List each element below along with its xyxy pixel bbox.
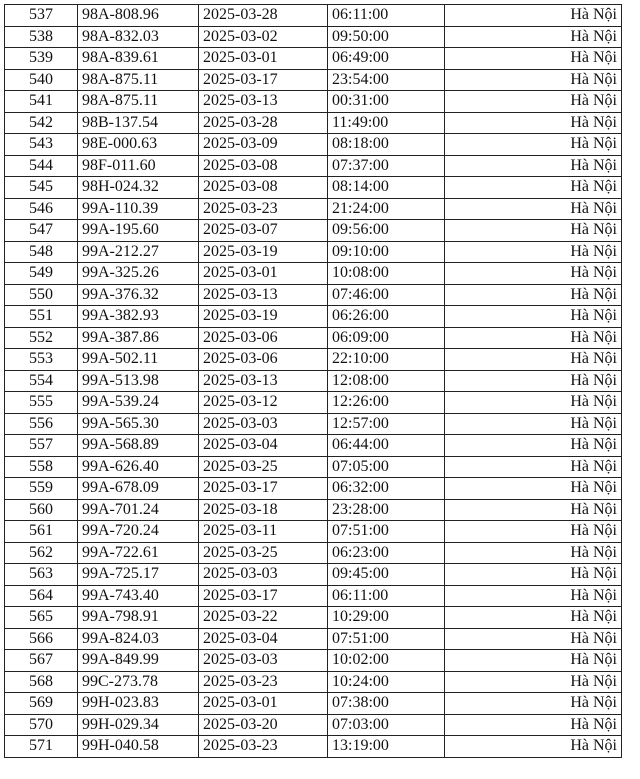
license-plate: 99A-743.40 bbox=[78, 585, 199, 607]
row-number: 546 bbox=[5, 198, 78, 220]
license-plate: 98H-024.32 bbox=[78, 177, 199, 199]
violation-date: 2025-03-03 bbox=[199, 413, 328, 435]
violation-date: 2025-03-25 bbox=[199, 456, 328, 478]
license-plate: 99A-539.24 bbox=[78, 392, 199, 414]
violation-date: 2025-03-28 bbox=[199, 5, 328, 27]
violation-date: 2025-03-12 bbox=[199, 392, 328, 414]
location: Hà Nội bbox=[445, 671, 622, 693]
table-row bbox=[5, 628, 622, 650]
violation-date: 2025-03-01 bbox=[199, 693, 328, 715]
violation-date: 2025-03-08 bbox=[199, 177, 328, 199]
violation-time: 22:10:00 bbox=[328, 349, 445, 371]
table-row bbox=[5, 456, 622, 478]
license-plate: 99A-626.40 bbox=[78, 456, 199, 478]
violation-date: 2025-03-04 bbox=[199, 628, 328, 650]
license-plate: 99A-678.09 bbox=[78, 478, 199, 500]
location: Hà Nội bbox=[445, 521, 622, 543]
location: Hà Nội bbox=[445, 155, 622, 177]
row-number: 564 bbox=[5, 585, 78, 607]
violation-time: 08:14:00 bbox=[328, 177, 445, 199]
table-row bbox=[5, 306, 622, 328]
license-plate: 99A-502.11 bbox=[78, 349, 199, 371]
violation-date: 2025-03-28 bbox=[199, 112, 328, 134]
location: Hà Nội bbox=[445, 134, 622, 156]
table-row bbox=[5, 650, 622, 672]
row-number: 557 bbox=[5, 435, 78, 457]
table-row bbox=[5, 284, 622, 306]
violation-time: 10:24:00 bbox=[328, 671, 445, 693]
row-number: 549 bbox=[5, 263, 78, 285]
location: Hà Nội bbox=[445, 241, 622, 263]
row-number: 558 bbox=[5, 456, 78, 478]
violation-time: 07:03:00 bbox=[328, 714, 445, 736]
license-plate: 99A-212.27 bbox=[78, 241, 199, 263]
violation-time: 07:05:00 bbox=[328, 456, 445, 478]
table-row bbox=[5, 69, 622, 91]
license-plate: 99A-568.89 bbox=[78, 435, 199, 457]
violation-date: 2025-03-20 bbox=[199, 714, 328, 736]
table-row bbox=[5, 220, 622, 242]
violation-time: 12:26:00 bbox=[328, 392, 445, 414]
location: Hà Nội bbox=[445, 478, 622, 500]
location: Hà Nội bbox=[445, 693, 622, 715]
license-plate: 99A-849.99 bbox=[78, 650, 199, 672]
violation-date: 2025-03-17 bbox=[199, 478, 328, 500]
row-number: 569 bbox=[5, 693, 78, 715]
license-plate: 99A-701.24 bbox=[78, 499, 199, 521]
location: Hà Nội bbox=[445, 349, 622, 371]
license-plate: 99H-023.83 bbox=[78, 693, 199, 715]
violation-date: 2025-03-01 bbox=[199, 263, 328, 285]
location: Hà Nội bbox=[445, 69, 622, 91]
violation-date: 2025-03-06 bbox=[199, 349, 328, 371]
location: Hà Nội bbox=[445, 327, 622, 349]
location: Hà Nội bbox=[445, 112, 622, 134]
violation-time: 06:09:00 bbox=[328, 327, 445, 349]
row-number: 570 bbox=[5, 714, 78, 736]
violation-date: 2025-03-08 bbox=[199, 155, 328, 177]
row-number: 563 bbox=[5, 564, 78, 586]
violation-time: 07:38:00 bbox=[328, 693, 445, 715]
license-plate: 99C-273.78 bbox=[78, 671, 199, 693]
license-plate: 99A-195.60 bbox=[78, 220, 199, 242]
violations-table bbox=[4, 4, 622, 758]
table-row bbox=[5, 91, 622, 113]
violation-date: 2025-03-13 bbox=[199, 91, 328, 113]
violation-date: 2025-03-13 bbox=[199, 284, 328, 306]
table-row bbox=[5, 263, 622, 285]
table-row bbox=[5, 714, 622, 736]
row-number: 543 bbox=[5, 134, 78, 156]
table-row bbox=[5, 112, 622, 134]
violation-date: 2025-03-04 bbox=[199, 435, 328, 457]
location: Hà Nội bbox=[445, 48, 622, 70]
table-row bbox=[5, 585, 622, 607]
license-plate: 99A-565.30 bbox=[78, 413, 199, 435]
license-plate: 99A-376.32 bbox=[78, 284, 199, 306]
row-number: 537 bbox=[5, 5, 78, 27]
license-plate: 98A-875.11 bbox=[78, 69, 199, 91]
violation-time: 07:46:00 bbox=[328, 284, 445, 306]
license-plate: 99A-824.03 bbox=[78, 628, 199, 650]
violation-time: 23:28:00 bbox=[328, 499, 445, 521]
table-row bbox=[5, 349, 622, 371]
license-plate: 99A-720.24 bbox=[78, 521, 199, 543]
row-number: 551 bbox=[5, 306, 78, 328]
violation-date: 2025-03-11 bbox=[199, 521, 328, 543]
violation-time: 09:56:00 bbox=[328, 220, 445, 242]
location: Hà Nội bbox=[445, 392, 622, 414]
violation-time: 11:49:00 bbox=[328, 112, 445, 134]
violation-date: 2025-03-03 bbox=[199, 564, 328, 586]
row-number: 538 bbox=[5, 26, 78, 48]
license-plate: 98A-839.61 bbox=[78, 48, 199, 70]
violation-date: 2025-03-22 bbox=[199, 607, 328, 629]
row-number: 540 bbox=[5, 69, 78, 91]
table-row bbox=[5, 5, 622, 27]
row-number: 559 bbox=[5, 478, 78, 500]
location: Hà Nội bbox=[445, 456, 622, 478]
license-plate: 99A-513.98 bbox=[78, 370, 199, 392]
row-number: 541 bbox=[5, 91, 78, 113]
violation-time: 08:18:00 bbox=[328, 134, 445, 156]
violation-date: 2025-03-17 bbox=[199, 585, 328, 607]
violation-date: 2025-03-02 bbox=[199, 26, 328, 48]
violation-time: 06:11:00 bbox=[328, 5, 445, 27]
violation-time: 00:31:00 bbox=[328, 91, 445, 113]
row-number: 539 bbox=[5, 48, 78, 70]
location: Hà Nội bbox=[445, 736, 622, 758]
location: Hà Nội bbox=[445, 499, 622, 521]
table-row bbox=[5, 607, 622, 629]
table-row bbox=[5, 671, 622, 693]
violation-date: 2025-03-23 bbox=[199, 736, 328, 758]
license-plate: 99A-725.17 bbox=[78, 564, 199, 586]
location: Hà Nội bbox=[445, 435, 622, 457]
location: Hà Nội bbox=[445, 306, 622, 328]
table-row bbox=[5, 177, 622, 199]
violation-date: 2025-03-03 bbox=[199, 650, 328, 672]
violation-date: 2025-03-07 bbox=[199, 220, 328, 242]
location: Hà Nội bbox=[445, 370, 622, 392]
table-body bbox=[5, 5, 622, 758]
table-row bbox=[5, 564, 622, 586]
violation-time: 21:24:00 bbox=[328, 198, 445, 220]
table-row bbox=[5, 435, 622, 457]
violation-time: 06:44:00 bbox=[328, 435, 445, 457]
row-number: 553 bbox=[5, 349, 78, 371]
table-row bbox=[5, 134, 622, 156]
location: Hà Nội bbox=[445, 714, 622, 736]
violation-date: 2025-03-01 bbox=[199, 48, 328, 70]
table-row bbox=[5, 26, 622, 48]
violation-date: 2025-03-25 bbox=[199, 542, 328, 564]
violation-time: 12:08:00 bbox=[328, 370, 445, 392]
violation-time: 09:10:00 bbox=[328, 241, 445, 263]
table-row bbox=[5, 327, 622, 349]
table-row bbox=[5, 413, 622, 435]
table-row bbox=[5, 736, 622, 758]
location: Hà Nội bbox=[445, 564, 622, 586]
violation-time: 10:08:00 bbox=[328, 263, 445, 285]
violation-date: 2025-03-13 bbox=[199, 370, 328, 392]
license-plate: 99A-110.39 bbox=[78, 198, 199, 220]
violation-time: 10:02:00 bbox=[328, 650, 445, 672]
location: Hà Nội bbox=[445, 650, 622, 672]
license-plate: 99H-040.58 bbox=[78, 736, 199, 758]
row-number: 560 bbox=[5, 499, 78, 521]
table-row bbox=[5, 370, 622, 392]
license-plate: 99A-722.61 bbox=[78, 542, 199, 564]
location: Hà Nội bbox=[445, 5, 622, 27]
table-row bbox=[5, 521, 622, 543]
violation-time: 09:50:00 bbox=[328, 26, 445, 48]
row-number: 554 bbox=[5, 370, 78, 392]
violation-date: 2025-03-23 bbox=[199, 198, 328, 220]
license-plate: 98A-875.11 bbox=[78, 91, 199, 113]
license-plate: 98A-832.03 bbox=[78, 26, 199, 48]
location: Hà Nội bbox=[445, 26, 622, 48]
row-number: 545 bbox=[5, 177, 78, 199]
row-number: 544 bbox=[5, 155, 78, 177]
row-number: 542 bbox=[5, 112, 78, 134]
table-row bbox=[5, 48, 622, 70]
table-row bbox=[5, 499, 622, 521]
row-number: 556 bbox=[5, 413, 78, 435]
location: Hà Nội bbox=[445, 263, 622, 285]
location: Hà Nội bbox=[445, 542, 622, 564]
row-number: 548 bbox=[5, 241, 78, 263]
violation-time: 07:37:00 bbox=[328, 155, 445, 177]
license-plate: 99A-798.91 bbox=[78, 607, 199, 629]
row-number: 566 bbox=[5, 628, 78, 650]
table-row bbox=[5, 155, 622, 177]
location: Hà Nội bbox=[445, 585, 622, 607]
row-number: 552 bbox=[5, 327, 78, 349]
violation-time: 09:45:00 bbox=[328, 564, 445, 586]
license-plate: 99A-382.93 bbox=[78, 306, 199, 328]
row-number: 555 bbox=[5, 392, 78, 414]
location: Hà Nội bbox=[445, 198, 622, 220]
violation-date: 2025-03-18 bbox=[199, 499, 328, 521]
violation-time: 06:26:00 bbox=[328, 306, 445, 328]
violation-time: 07:51:00 bbox=[328, 521, 445, 543]
location: Hà Nội bbox=[445, 413, 622, 435]
row-number: 571 bbox=[5, 736, 78, 758]
location: Hà Nội bbox=[445, 607, 622, 629]
violation-date: 2025-03-06 bbox=[199, 327, 328, 349]
location: Hà Nội bbox=[445, 220, 622, 242]
table-row bbox=[5, 693, 622, 715]
table-row bbox=[5, 478, 622, 500]
license-plate: 98B-137.54 bbox=[78, 112, 199, 134]
license-plate: 98F-011.60 bbox=[78, 155, 199, 177]
violation-date: 2025-03-19 bbox=[199, 241, 328, 263]
row-number: 550 bbox=[5, 284, 78, 306]
license-plate: 99A-325.26 bbox=[78, 263, 199, 285]
row-number: 562 bbox=[5, 542, 78, 564]
row-number: 561 bbox=[5, 521, 78, 543]
table-row bbox=[5, 542, 622, 564]
license-plate: 99H-029.34 bbox=[78, 714, 199, 736]
violation-date: 2025-03-09 bbox=[199, 134, 328, 156]
table-row bbox=[5, 198, 622, 220]
location: Hà Nội bbox=[445, 284, 622, 306]
violation-date: 2025-03-23 bbox=[199, 671, 328, 693]
violation-date: 2025-03-19 bbox=[199, 306, 328, 328]
location: Hà Nội bbox=[445, 628, 622, 650]
violation-date: 2025-03-17 bbox=[199, 69, 328, 91]
location: Hà Nội bbox=[445, 91, 622, 113]
violation-time: 06:11:00 bbox=[328, 585, 445, 607]
row-number: 567 bbox=[5, 650, 78, 672]
violation-time: 10:29:00 bbox=[328, 607, 445, 629]
license-plate: 98A-808.96 bbox=[78, 5, 199, 27]
violation-time: 06:23:00 bbox=[328, 542, 445, 564]
violation-time: 06:32:00 bbox=[328, 478, 445, 500]
license-plate: 98E-000.63 bbox=[78, 134, 199, 156]
violation-time: 06:49:00 bbox=[328, 48, 445, 70]
table-row bbox=[5, 241, 622, 263]
location: Hà Nội bbox=[445, 177, 622, 199]
table-row bbox=[5, 392, 622, 414]
license-plate: 99A-387.86 bbox=[78, 327, 199, 349]
violation-time: 07:51:00 bbox=[328, 628, 445, 650]
row-number: 565 bbox=[5, 607, 78, 629]
row-number: 547 bbox=[5, 220, 78, 242]
violation-time: 12:57:00 bbox=[328, 413, 445, 435]
row-number: 568 bbox=[5, 671, 78, 693]
violation-time: 13:19:00 bbox=[328, 736, 445, 758]
violation-time: 23:54:00 bbox=[328, 69, 445, 91]
